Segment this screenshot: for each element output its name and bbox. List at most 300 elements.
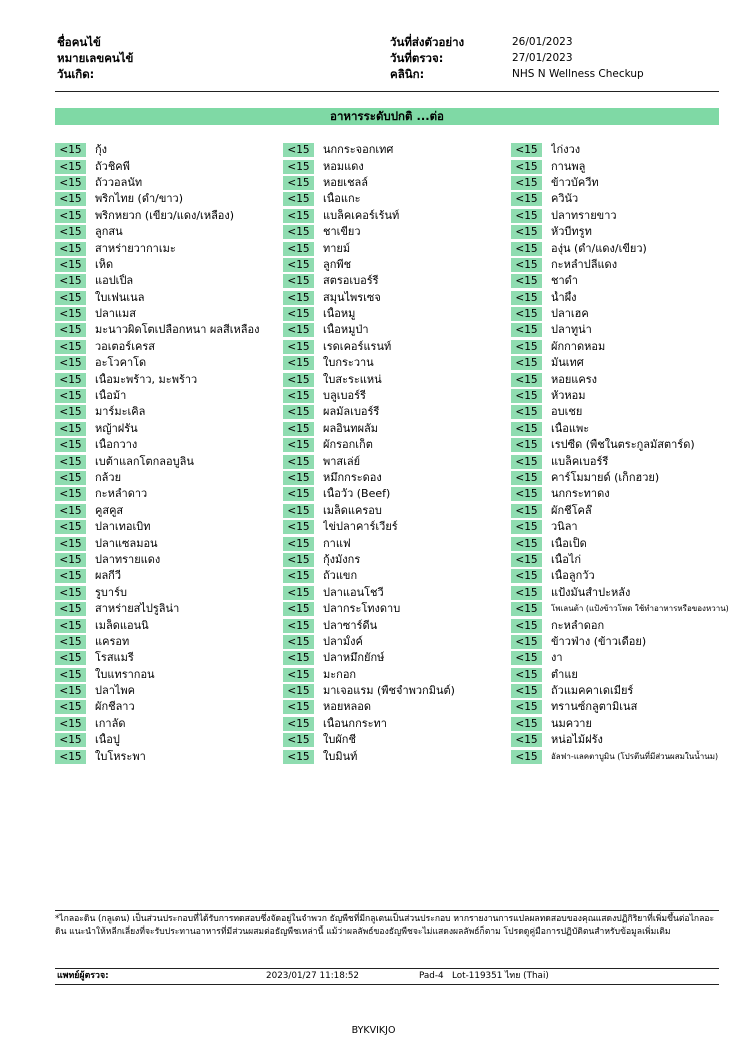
food-row [283, 142, 508, 158]
result-value-badge: <15 [283, 422, 314, 436]
food-name: ปลาหมึกยักษ์ [323, 651, 385, 665]
food-row [511, 306, 736, 322]
result-value-badge: <15 [283, 323, 314, 337]
result-value-badge: <15 [511, 389, 542, 403]
result-value-badge: <15 [283, 209, 314, 223]
food-name: งา [551, 651, 563, 665]
food-row [511, 208, 736, 224]
food-name: หัวบีทรูท [551, 225, 592, 239]
food-row [511, 453, 736, 469]
food-name: ปลาทรายขาว [551, 208, 617, 222]
food-name: ใบมินท์ [323, 749, 358, 763]
food-name: ปลาซาร์ดีน [323, 618, 378, 632]
food-name: ผลกีวี [95, 569, 122, 583]
food-name: โพเลนต้า (แป้งข้าวโพด ใช้ทำอาหารหรือของหวาน) [551, 604, 729, 614]
food-name: กุ้ง [95, 143, 108, 157]
birth-date-label: วันเกิด: [57, 67, 95, 81]
food-name: แบล็คเคอร์เร้นท์ [323, 208, 400, 222]
result-value-badge: <15 [283, 143, 314, 157]
result-value-badge: <15 [55, 455, 86, 469]
food-name: เนื้อแพะ [551, 421, 590, 435]
food-row [55, 519, 280, 535]
food-name: ทรานซ์กลูตามิเนส [551, 700, 638, 714]
footer-bottom-divider [55, 984, 719, 985]
food-row [283, 601, 508, 617]
food-row [511, 503, 736, 519]
food-name: กล้วย [95, 471, 122, 484]
result-value-badge: <15 [55, 684, 86, 698]
food-row [55, 683, 280, 699]
food-row [55, 240, 280, 256]
result-value-badge: <15 [283, 733, 314, 747]
food-row [511, 683, 736, 699]
footnote-divider [55, 910, 719, 911]
result-value-badge: <15 [283, 619, 314, 633]
result-value-badge: <15 [511, 242, 542, 256]
header-divider [55, 91, 719, 92]
food-row [511, 257, 736, 273]
food-name: ไก่งวง [551, 143, 581, 157]
result-value-badge: <15 [283, 586, 314, 600]
result-value-badge: <15 [511, 209, 542, 223]
food-name: อัลฟา-แลคตาบูมิน (โปรตีนที่มีส่วนผสมในน้ำนม) [551, 751, 719, 761]
food-name: ปลาทูน่า [551, 323, 592, 337]
result-value-badge: <15 [511, 651, 542, 665]
food-name: หมึกกระดอง [323, 471, 382, 484]
result-value-badge: <15 [511, 176, 542, 190]
result-value-badge: <15 [283, 438, 314, 452]
food-name: ปลาไพค [95, 684, 136, 698]
result-value-badge: <15 [55, 176, 86, 190]
food-row [283, 339, 508, 355]
result-value-badge: <15 [55, 520, 86, 534]
food-row [55, 404, 280, 420]
food-row [283, 617, 508, 633]
result-value-badge: <15 [511, 684, 542, 698]
result-value-badge: <15 [55, 635, 86, 649]
food-row [511, 290, 736, 306]
result-value-badge: <15 [55, 323, 86, 337]
food-name: ผักชีโคล๊ [551, 503, 592, 517]
result-value-badge: <15 [511, 619, 542, 633]
exam-date-value: 27/01/2023 [512, 52, 573, 64]
food-row [283, 535, 508, 551]
food-name: ผลมัลเบอร์รี่ [323, 405, 380, 419]
food-row [283, 716, 508, 732]
result-value-badge: <15 [511, 471, 542, 485]
food-row [283, 208, 508, 224]
food-row [511, 634, 736, 650]
food-name: พริกหยวก (เขียว/แดง/เหลือง) [95, 208, 235, 222]
food-row [55, 273, 280, 289]
food-name: คูสคูส [95, 503, 124, 517]
result-value-badge: <15 [55, 143, 86, 157]
sample-sent-value: 26/01/2023 [512, 36, 573, 48]
result-value-badge: <15 [283, 553, 314, 567]
food-row [55, 371, 280, 387]
result-value-badge: <15 [511, 717, 542, 731]
result-value-badge: <15 [55, 405, 86, 419]
food-name: มาร์มะเคิล [95, 405, 146, 419]
result-value-badge: <15 [55, 340, 86, 354]
food-row [55, 503, 280, 519]
food-name: บลูเบอร์รี่ [323, 389, 366, 403]
food-row [55, 453, 280, 469]
result-value-badge: <15 [283, 651, 314, 665]
food-name: หอยแครง [551, 372, 598, 386]
food-row [283, 437, 508, 453]
food-row [511, 699, 736, 715]
food-name: เรดเคอร์แรนท์ [323, 339, 392, 353]
food-name: น้ำผึ้ง [551, 290, 577, 304]
food-name: คาร์โมมายด์ (เก็กฮวย) [551, 471, 660, 484]
food-name: มันเทศ [551, 356, 584, 370]
food-name: ปลาทรายแดง [95, 552, 161, 566]
food-row [283, 683, 508, 699]
food-row [55, 175, 280, 191]
result-value-badge: <15 [283, 274, 314, 288]
pad-code: Pad-4 [419, 971, 444, 981]
result-value-badge: <15 [511, 405, 542, 419]
food-row [511, 240, 736, 256]
report-datetime: 2023/01/27 11:18:52 [266, 971, 360, 981]
food-row [511, 142, 736, 158]
doctor-label: แพทย์ผู้ตรวจ: [57, 971, 109, 981]
lot-code: Lot-119351 [452, 971, 503, 981]
clinic-label: คลินิก: [390, 67, 425, 81]
result-value-badge: <15 [55, 389, 86, 403]
food-name: ปลาเฮค [551, 307, 589, 321]
food-row [283, 748, 508, 764]
result-value-badge: <15 [511, 258, 542, 272]
food-row [511, 355, 736, 371]
result-value-badge: <15 [55, 192, 86, 206]
result-value-badge: <15 [511, 356, 542, 370]
sample-sent-label: วันที่ส่งตัวอย่าง [390, 35, 465, 49]
food-name: มะนาวผิดโตเปลือกหนา ผลสีเหลือง [95, 323, 260, 337]
food-name: หอยเชลล์ [323, 175, 369, 189]
exam-date-label: วันที่ตรวจ: [390, 51, 444, 65]
result-value-badge: <15 [511, 373, 542, 387]
food-row [55, 322, 280, 338]
food-row [55, 388, 280, 404]
food-row [55, 535, 280, 551]
food-name: ข้าวฟ่าง (ข้าวเดือย) [551, 634, 647, 648]
result-value-badge: <15 [511, 569, 542, 583]
food-row [283, 519, 508, 535]
food-name: เมล็ดแครอบ [323, 503, 382, 517]
food-name: แอปเปิ้ล [95, 274, 134, 288]
result-value-badge: <15 [511, 307, 542, 321]
result-value-badge: <15 [511, 225, 542, 239]
result-value-badge: <15 [511, 504, 542, 518]
language-label: ไทย (Thai) [505, 971, 549, 981]
food-row [55, 617, 280, 633]
food-row [511, 552, 736, 568]
food-row [511, 273, 736, 289]
food-name: ถั่วแขก [323, 569, 358, 583]
result-value-badge: <15 [55, 700, 86, 714]
result-value-badge: <15 [283, 520, 314, 534]
result-value-badge: <15 [283, 537, 314, 551]
food-name: ผลอินทผลัม [323, 421, 378, 435]
food-name: เกาลัด [95, 716, 126, 730]
food-name: เรปซีด (พืชในตระกูลมัสตาร์ด) [551, 438, 695, 452]
food-row [283, 355, 508, 371]
food-row [511, 421, 736, 437]
food-name: ถั่ววอลนัท [95, 175, 143, 189]
patient-info-block [57, 34, 133, 82]
food-name: ผักรอกเก็ต [323, 438, 373, 452]
food-row [511, 437, 736, 453]
food-name: วนิลา [551, 520, 578, 534]
food-row [55, 486, 280, 502]
result-value-badge: <15 [511, 160, 542, 174]
food-row [283, 486, 508, 502]
food-row [55, 716, 280, 732]
food-row [55, 634, 280, 650]
food-name: แบล็คเบอร์รี่ [551, 454, 609, 468]
food-row [55, 437, 280, 453]
food-row [55, 224, 280, 240]
food-name: ใบแทรากอน [95, 667, 155, 681]
result-value-badge: <15 [55, 504, 86, 518]
food-row [511, 191, 736, 207]
food-name: แครอท [95, 634, 130, 648]
result-value-badge: <15 [283, 389, 314, 403]
food-row [283, 404, 508, 420]
food-row [283, 503, 508, 519]
result-value-badge: <15 [283, 602, 314, 616]
result-value-badge: <15 [511, 553, 542, 567]
food-name: เนื้อลูกวัว [551, 569, 595, 583]
result-value-badge: <15 [55, 733, 86, 747]
result-value-badge: <15 [55, 258, 86, 272]
result-value-badge: <15 [511, 438, 542, 452]
food-row [55, 355, 280, 371]
result-value-badge: <15 [511, 323, 542, 337]
food-name: ใบเฟนเนล [95, 290, 145, 304]
food-name: ลูกสน [95, 225, 123, 239]
result-value-badge: <15 [283, 504, 314, 518]
food-name: เนื้อกวาง [95, 438, 138, 452]
food-column-3 [511, 142, 736, 765]
food-name: ใบสะระแหน่ [323, 372, 382, 386]
section-title: อาหารระดับปกติ ...ต่อ [55, 108, 719, 125]
food-row [283, 568, 508, 584]
food-name: วอเตอร์เครส [95, 339, 155, 353]
food-row [55, 552, 280, 568]
result-value-badge: <15 [511, 733, 542, 747]
result-value-badge: <15 [511, 291, 542, 305]
food-row [511, 601, 736, 617]
food-row [283, 421, 508, 437]
result-value-badge: <15 [283, 160, 314, 174]
food-row [511, 667, 736, 683]
food-name: เนื้อนกกระทา [323, 716, 387, 730]
food-name: เนื้อหมูป่า [323, 323, 369, 337]
food-name: สตรอเบอร์รี่ [323, 274, 379, 288]
food-row [283, 388, 508, 404]
result-value-badge: <15 [511, 340, 542, 354]
food-row [283, 552, 508, 568]
food-row [283, 306, 508, 322]
food-row [283, 650, 508, 666]
result-value-badge: <15 [55, 619, 86, 633]
food-name: ถั่วแมคคาเดเมียร์ [551, 684, 634, 698]
food-row [283, 290, 508, 306]
result-value-badge: <15 [511, 700, 542, 714]
result-value-badge: <15 [283, 340, 314, 354]
food-row [511, 535, 736, 551]
food-name: ผักกาดหอม [551, 339, 606, 353]
result-value-badge: <15 [283, 405, 314, 419]
food-name: พาสเล่ย์ [323, 454, 361, 468]
food-row [55, 732, 280, 748]
food-row [511, 650, 736, 666]
food-row [283, 273, 508, 289]
food-row [55, 208, 280, 224]
food-name: แป้งมันสำปะหลัง [551, 585, 631, 599]
result-value-badge: <15 [55, 471, 86, 485]
food-row [283, 224, 508, 240]
patient-name-label: ชื่อคนไข้ [57, 35, 101, 49]
result-value-badge: <15 [55, 422, 86, 436]
result-value-badge: <15 [55, 537, 86, 551]
food-row [55, 306, 280, 322]
food-row [283, 371, 508, 387]
result-value-badge: <15 [55, 160, 86, 174]
food-row [511, 175, 736, 191]
food-name: ถั่วชิคพี [95, 159, 130, 173]
food-row [283, 322, 508, 338]
result-value-badge: <15 [283, 225, 314, 239]
food-name: พริกไทย (ดำ/ขาว) [95, 192, 184, 206]
food-name: ต่ำแย [551, 667, 578, 681]
food-row [55, 290, 280, 306]
result-value-badge: <15 [283, 373, 314, 387]
food-row [283, 158, 508, 174]
result-value-badge: <15 [283, 356, 314, 370]
result-value-badge: <15 [511, 422, 542, 436]
food-name: หน่อไม้ฝรั่ง [551, 733, 603, 747]
result-value-badge: <15 [511, 487, 542, 501]
result-value-badge: <15 [511, 455, 542, 469]
result-value-badge: <15 [283, 700, 314, 714]
food-name: รูบาร์บ [95, 585, 127, 599]
food-name: ใบกระวาน [323, 356, 374, 370]
result-value-badge: <15 [511, 602, 542, 616]
food-name: อะโวคาโด [95, 356, 147, 370]
result-value-badge: <15 [55, 717, 86, 731]
food-name: สาหร่ายวากาเมะ [95, 241, 176, 255]
food-row [283, 634, 508, 650]
result-value-badge: <15 [55, 586, 86, 600]
food-name: เนื้อเป็ด [551, 536, 587, 550]
food-row [283, 175, 508, 191]
food-row [511, 322, 736, 338]
result-value-badge: <15 [511, 274, 542, 288]
food-row [55, 421, 280, 437]
result-value-badge: <15 [55, 438, 86, 452]
food-name: เบต้าแลกโตกลอบูลิน [95, 454, 194, 468]
result-value-badge: <15 [283, 307, 314, 321]
food-row [511, 748, 736, 764]
food-row [283, 699, 508, 715]
food-row [55, 339, 280, 355]
food-column-1 [55, 142, 280, 765]
food-name: เนื้อมะพร้าว, มะพร้าว [95, 372, 198, 386]
food-name: ปลาเทอเบิท [95, 520, 151, 534]
food-name: เนื้อวัว (Beef) [323, 487, 391, 501]
food-row [55, 142, 280, 158]
food-row [511, 617, 736, 633]
food-name: ใบผักชี [323, 733, 356, 747]
food-row [55, 191, 280, 207]
result-value-badge: <15 [283, 487, 314, 501]
result-value-badge: <15 [55, 242, 86, 256]
food-name: ชาดำ [551, 274, 578, 288]
result-value-badge: <15 [511, 537, 542, 551]
result-value-badge: <15 [55, 209, 86, 223]
result-value-badge: <15 [283, 717, 314, 731]
food-name: เนื้อปู [95, 733, 120, 747]
food-column-2 [283, 142, 508, 765]
food-row [55, 585, 280, 601]
food-name: โรสแมรี่ [95, 651, 134, 665]
food-name: เห็ด [95, 257, 114, 271]
food-name: ปลาแซลมอน [95, 536, 158, 550]
food-name: ใบโหระพา [95, 749, 146, 763]
result-value-badge: <15 [511, 586, 542, 600]
result-value-badge: <15 [55, 307, 86, 321]
food-name: มาเจอแรม (พืชจำพวกมินต์) [323, 684, 455, 698]
food-name: ปลามั้งค์ [323, 634, 363, 648]
food-name: เนื้อไก่ [551, 552, 582, 566]
result-value-badge: <15 [55, 356, 86, 370]
result-value-badge: <15 [55, 373, 86, 387]
result-value-badge: <15 [283, 569, 314, 583]
food-name: กะหล่ำดอก [551, 618, 605, 632]
result-value-badge: <15 [55, 487, 86, 501]
food-name: ลูกพีช [323, 257, 352, 271]
result-value-badge: <15 [283, 635, 314, 649]
food-row [55, 601, 280, 617]
food-name: เมล็ดแอนนิ [95, 618, 149, 632]
food-row [55, 257, 280, 273]
sample-info-values [512, 34, 644, 82]
result-value-badge: <15 [55, 274, 86, 288]
result-value-badge: <15 [283, 750, 314, 764]
food-name: เนื้อแกะ [323, 192, 361, 206]
food-row [511, 716, 736, 732]
patient-number-label: หมายเลขคนไข้ [57, 51, 134, 65]
footnote: *ไกลอะดิน (กลูเตน) เป็นส่วนประกอบที่ได้รับการทดสอบซึ่งจัดอยู่ในจำพวก ธัญพืชที่มีกลูเตนเป็นส่วนประกอบ หากรายงานการแปลผลทดสอบของคุณแสดงปฏิกิริยาที่เพิ่มขึ้นต่อไกลอะดิน แนะนำให้หลีกเลี่ยงที่จะรับประทานอาหารที่มีส่วนผสมต่อธัญพืชเหล่านี้ แม้ว่าผลลัพธ์ของธัญพืชจะไม่แสดงผลลัพธ์ก็ตาม โปรดดูคู่มือการปฏิบัติตนสำหรับข้อมูลเพิ่มเติม [55, 914, 715, 937]
result-value-badge: <15 [55, 291, 86, 305]
food-row [55, 667, 280, 683]
food-name: เนื้อหมู [323, 307, 356, 321]
result-value-badge: <15 [283, 258, 314, 272]
result-value-badge: <15 [283, 455, 314, 469]
food-name: ปลาแมส [95, 307, 136, 321]
food-name: ปลาแอนโชวี่ [323, 585, 384, 599]
food-row [511, 486, 736, 502]
result-value-badge: <15 [55, 225, 86, 239]
result-value-badge: <15 [55, 602, 86, 616]
food-row [511, 388, 736, 404]
result-value-badge: <15 [511, 668, 542, 682]
food-row [511, 371, 736, 387]
